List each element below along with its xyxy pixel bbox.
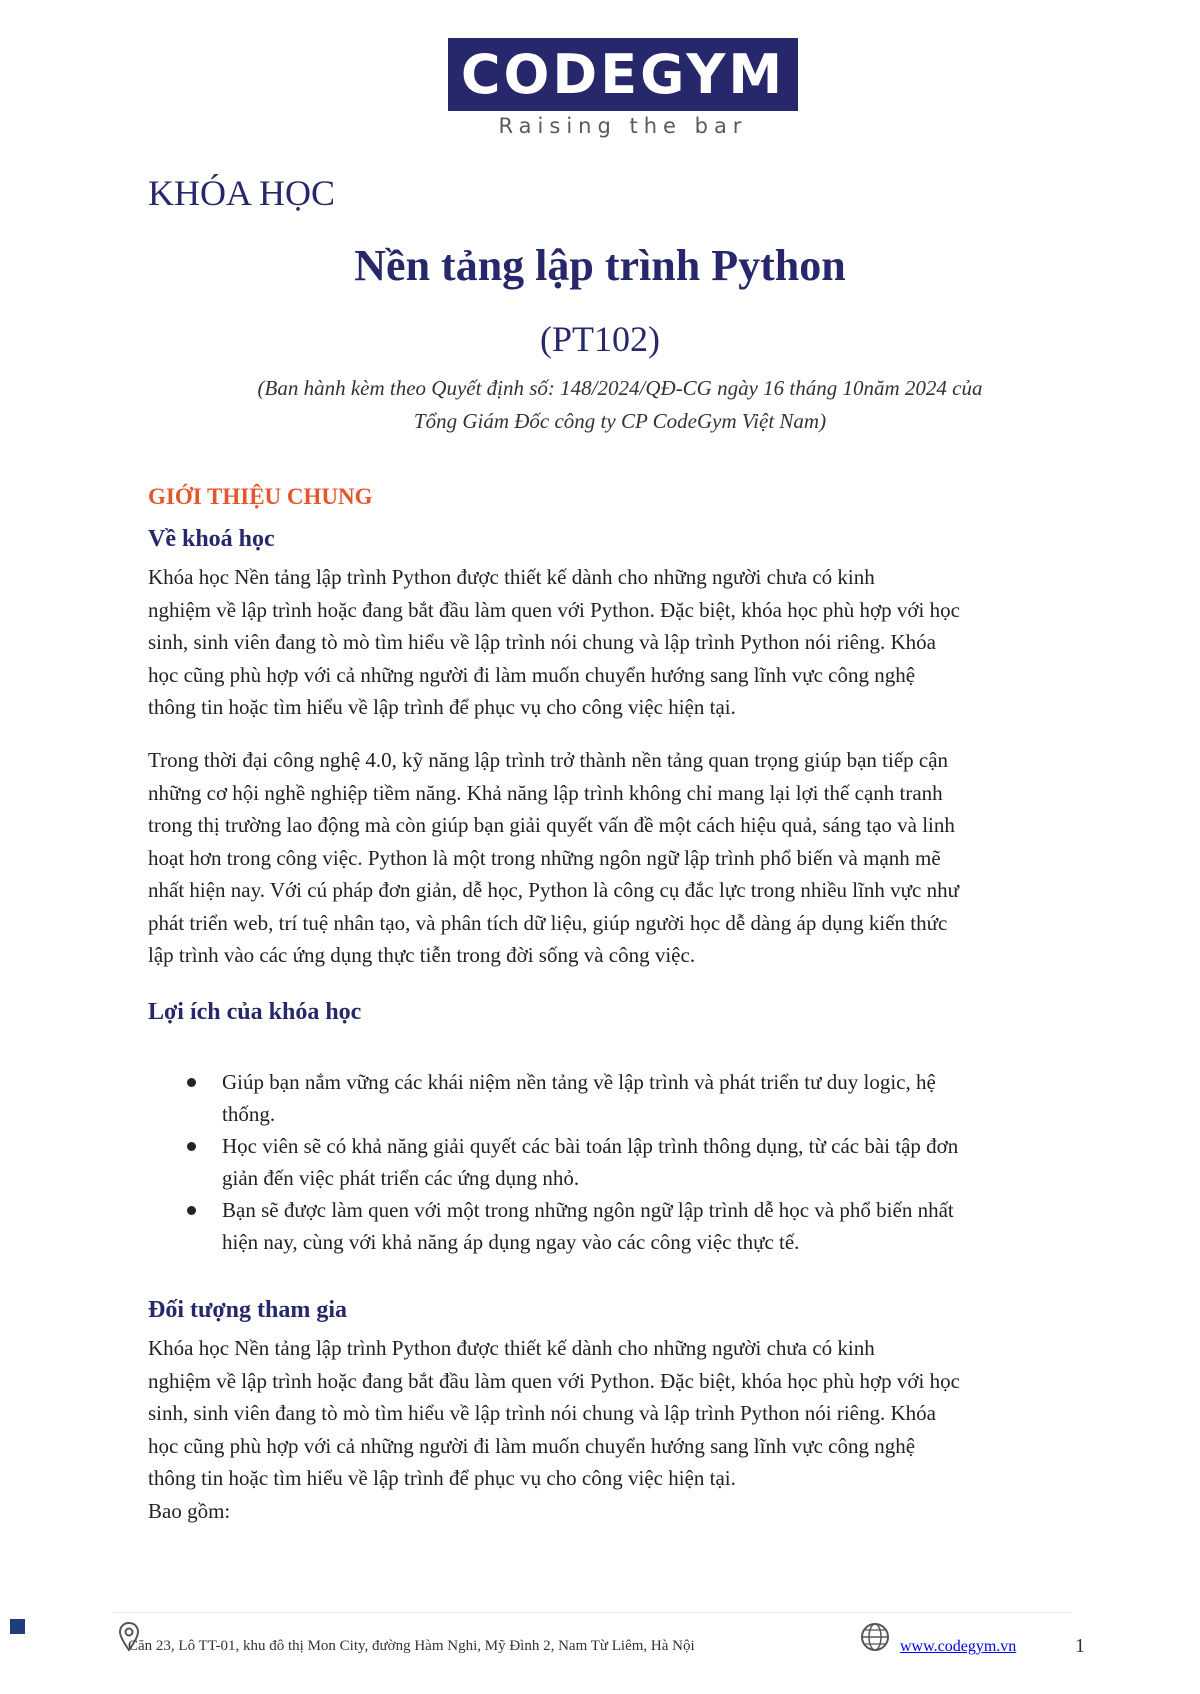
bullet-icon — [187, 1078, 196, 1087]
list-item-line: giản đến việc phát triển các ứng dụng nhỏ. — [222, 1166, 580, 1190]
page-marker-square — [10, 1619, 25, 1634]
decision-note-line: Tổng Giám Đốc công ty CP CodeGym Việt Nam) — [413, 409, 827, 433]
page-number: 1 — [1075, 1635, 1085, 1657]
footer-address: Căn 23, Lô TT-01, khu đô thị Mon City, đường Hàm Nghi, Mỹ Đình 2, Nam Từ Liêm, Hà Nội — [128, 1638, 695, 1654]
subheading-about-course: Về khoá học — [148, 526, 275, 552]
paragraph-line: thông tin hoặc tìm hiểu về lập trình để phục vụ cho công việc hiện tại. — [148, 1466, 736, 1490]
subheading-audience: Đối tượng tham gia — [148, 1297, 348, 1323]
paragraph-line: thông tin hoặc tìm hiểu về lập trình để phục vụ cho công việc hiện tại. — [148, 695, 736, 719]
course-title: Nền tảng lập trình Python — [354, 241, 846, 290]
bullet-icon — [187, 1206, 196, 1215]
list-item — [180, 1066, 1080, 1130]
list-item-line: Giúp bạn nắm vững các khái niệm nền tảng về lập trình và phát triển tư duy logic, hệ — [222, 1070, 936, 1094]
paragraph-line: những cơ hội nghề nghiệp tiềm năng. Khả năng lập trình không chỉ mang lại lợi thế cạnh tranh — [148, 780, 943, 805]
logo-tagline: Raising the bar — [498, 114, 748, 138]
list-item-line: Học viên sẽ có khả năng giải quyết các bài toán lập trình thông dụng, từ các bài tập đơn — [222, 1134, 959, 1158]
paragraph-line: sinh, sinh viên đang tò mò tìm hiểu về lập trình nói chung và lập trình Python nói riêng. Khóa — [148, 630, 936, 654]
paragraph-line: học cũng phù hợp với cả những người đi làm muốn chuyển hướng sang lĩnh vực công nghệ — [148, 662, 916, 687]
paragraph-line: Khóa học Nền tảng lập trình Python được thiết kế dành cho những người chưa có kinh — [148, 565, 875, 589]
paragraph-line: sinh, sinh viên đang tò mò tìm hiểu về lập trình nói chung và lập trình Python nói riêng. Khóa — [148, 1401, 936, 1425]
list-item — [180, 1130, 1080, 1194]
list-item-line: thống. — [222, 1102, 276, 1126]
subheading-benefits: Lợi ích của khóa học — [148, 999, 362, 1025]
paragraph-line: Trong thời đại công nghệ 4.0, kỹ năng lập trình trở thành nền tảng quan trọng giúp bạn tiếp cận — [148, 748, 949, 772]
course-code: (PT102) — [540, 319, 660, 359]
paragraph-line: trong thị trường lao động mà còn giúp bạn giải quyết vấn đề một cách hiệu quả, sáng tạo và linh — [148, 813, 955, 837]
bullet-icon — [187, 1142, 196, 1151]
benefits-list — [180, 1066, 1080, 1258]
paragraph-line: nhất hiện nay. Với cú pháp đơn giản, dễ học, Python là công cụ đắc lực trong nhiều lĩnh vực như — [148, 878, 960, 902]
list-item-line: Bạn sẽ được làm quen với một trong những ngôn ngữ lập trình dễ học và phổ biến nhất — [222, 1198, 954, 1222]
paragraph-line: phát triển web, trí tuệ nhân tạo, và phân tích dữ liệu, giúp người học dễ dàng áp dụng kiến thức — [148, 910, 948, 935]
paragraph-line: Bao gồm: — [148, 1498, 231, 1523]
decision-note-line: (Ban hành kèm theo Quyết định số: 148/2024/QĐ-CG ngày 16 tháng 10năm 2024 của — [257, 376, 983, 400]
paragraph-line: nghiệm về lập trình hoặc đang bắt đầu làm quen với Python. Đặc biệt, khóa học phù hợp với học — [148, 597, 960, 622]
section-heading-intro: GIỚI THIỆU CHUNG — [148, 484, 373, 509]
paragraph-line: lập trình vào các ứng dụng thực tiễn trong đời sống và công việc. — [148, 943, 696, 967]
paragraph-audience — [148, 1332, 1090, 1527]
codegym-logo: CODEGYM — [448, 38, 798, 111]
paragraph-line: học cũng phù hợp với cả những người đi làm muốn chuyển hướng sang lĩnh vực công nghệ — [148, 1433, 916, 1458]
list-item — [180, 1194, 1080, 1258]
decision-note — [0, 372, 1200, 438]
globe-icon — [860, 1622, 890, 1652]
footer-divider — [112, 1612, 1072, 1613]
website-link[interactable]: www.codegym.vn — [900, 1638, 1017, 1655]
paragraph-line: Khóa học Nền tảng lập trình Python được thiết kế dành cho những người chưa có kinh — [148, 1336, 875, 1360]
paragraph-line: nghiệm về lập trình hoặc đang bắt đầu làm quen với Python. Đặc biệt, khóa học phù hợp với học — [148, 1368, 960, 1393]
paragraph-line: hoạt hơn trong công việc. Python là một trong những ngôn ngữ lập trình phổ biến và mạnh mẽ — [148, 845, 941, 870]
paragraph-context — [148, 744, 1090, 972]
document-label: KHÓA HỌC — [148, 173, 336, 213]
paragraph-about-course — [148, 561, 1090, 724]
list-item-line: hiện nay, cùng với khả năng áp dụng ngay vào các công việc thực tế. — [222, 1230, 800, 1254]
